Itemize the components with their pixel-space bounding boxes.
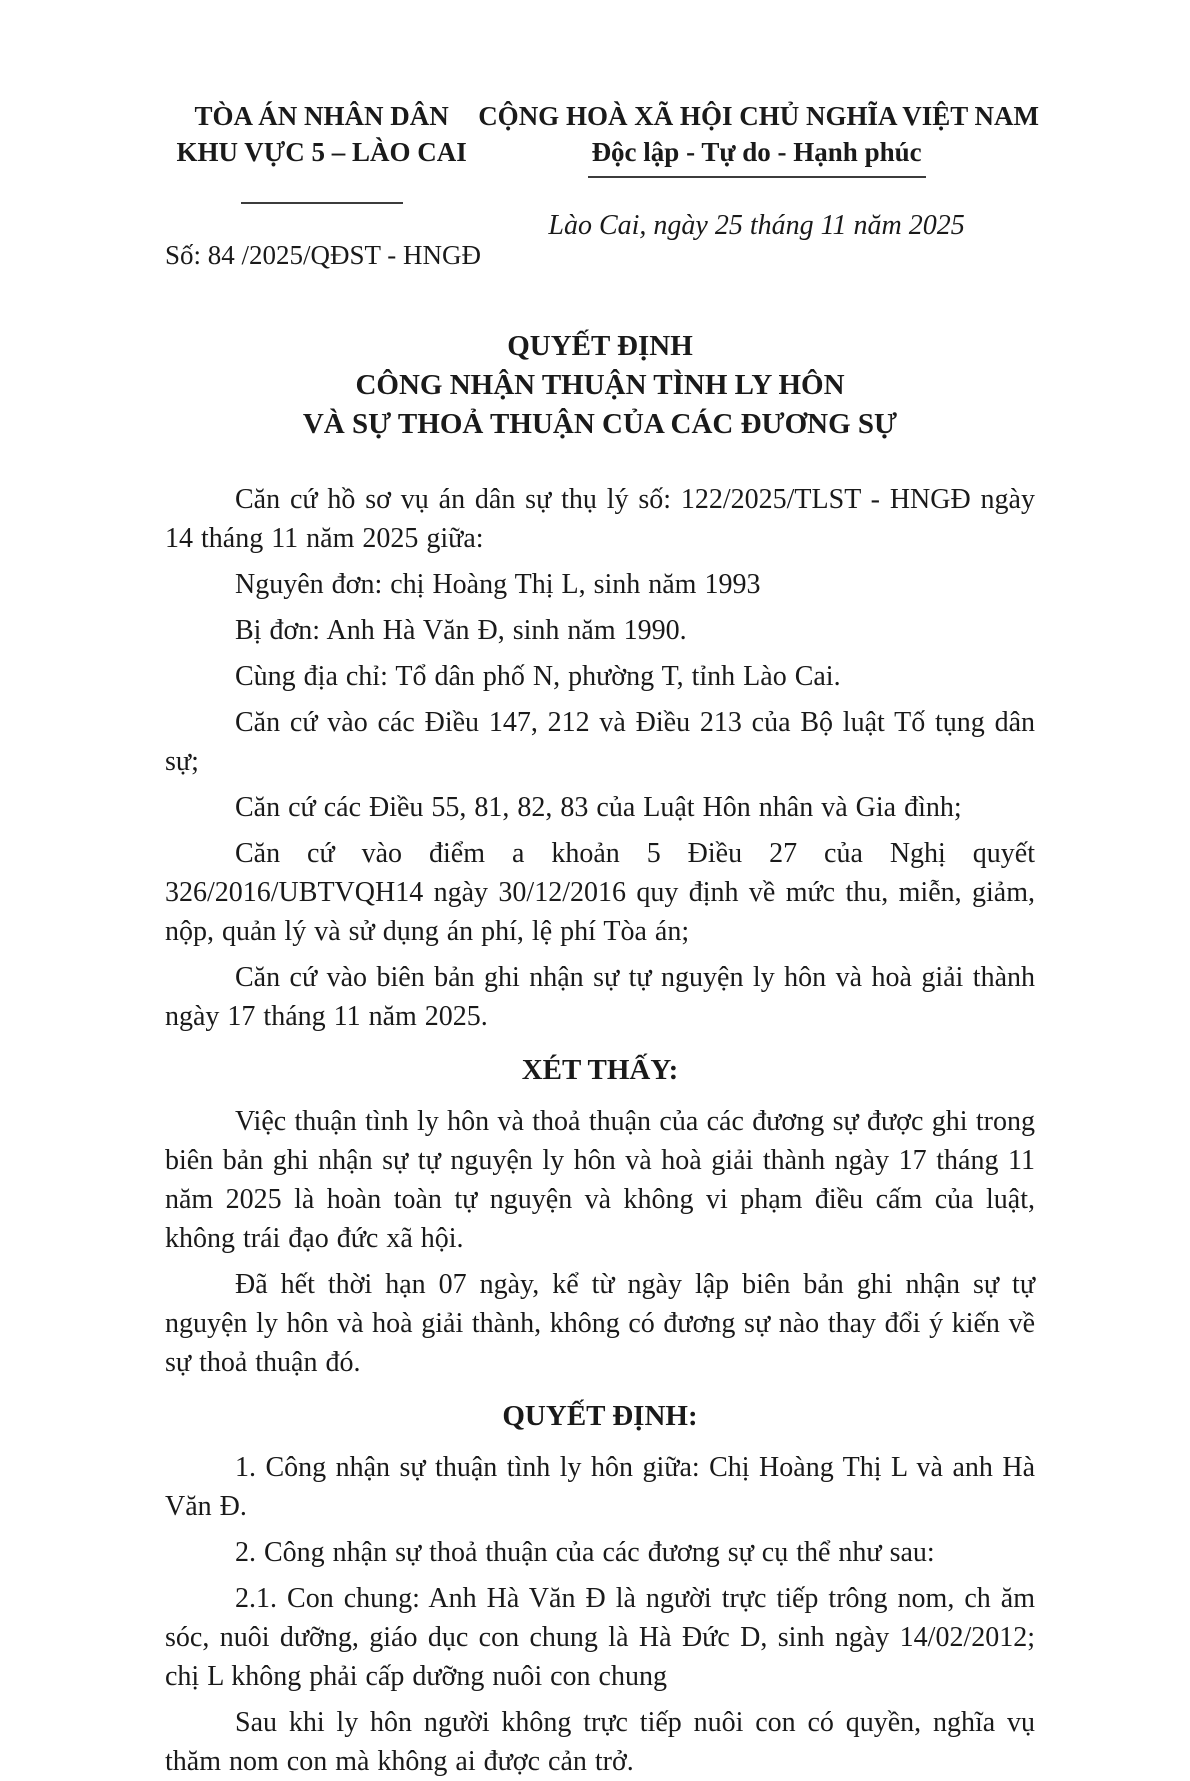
decision-item-2: 2. Công nhận sự thoả thuận của các đương sự cụ thể như sau: [235,1537,935,1568]
decision-heading: QUYẾT ĐỊNH: [502,1400,698,1432]
address-line: Cùng địa chỉ: Tổ dân phố N, phường T, tỉnh Lào Cai. [235,661,841,692]
document-number: Số: 84 /2025/QĐST - HNGĐ [165,240,482,270]
plaintiff-line: Nguyên đơn: chị Hoàng Thị L, sinh năm 1993 [235,569,761,600]
preamble-paragraph: Căn cứ hồ sơ vụ án dân sự thụ lý số: 122/2025/TLST - HNGĐ ngày 14 tháng 11 năm 2025 giữa: [165,484,1035,554]
document-body [165,480,1035,1781]
legal-basis-line3: Căn cứ vào điểm a khoản 5 Điều 27 của Nghị quyết 326/2016/UBTVQH14 ngày 30/12/2016 quy định về mức thu, miễn, giảm, nộp, quản lý và sử dụng án phí, lệ phí Tòa án; [165,838,1035,947]
legal-basis-line2: Căn cứ các Điều 55, 81, 82, 83 của Luật Hôn nhân và Gia đình; [235,792,962,823]
court-name-block [165,98,482,271]
title-line3: VÀ SỰ THOẢ THUẬN CỦA CÁC ĐƯƠNG SỰ [302,408,898,440]
decision-visitation-paragraph: Sau khi ly hôn người không trực tiếp nuôi con có quyền, nghĩa vụ thăm nom con mà không ai được cản trở. [165,1707,1035,1777]
document-header [165,98,1039,271]
national-motto: Độc lập - Tự do - Hạnh phúc [588,134,926,178]
place-and-date: Lào Cai, ngày 25 tháng 11 năm 2025 [548,210,965,241]
title-line2: CÔNG NHẬN THUẬN TÌNH LY HÔN [355,369,845,401]
court-name-line2: KHU VỰC 5 – LÀO CAI [176,137,467,167]
header-left-divider [241,202,403,204]
document-title [165,327,1035,444]
defendant-line: Bị đơn: Anh Hà Văn Đ, sinh năm 1990. [235,615,687,646]
national-motto-block [478,98,1039,242]
considering-paragraph-1: Việc thuận tình ly hôn và thoả thuận của các đương sự được ghi trong biên bản ghi nhận sự tự nguyện ly hôn và hoà giải thành ngày 17 tháng 11 năm 2025 là hoàn toàn tự nguyện và không vi phạm điều cấm của luật, không trái đạo đức xã hội. [165,1106,1035,1254]
considering-paragraph-2: Đã hết thời hạn 07 ngày, kể từ ngày lập biên bản ghi nhận sự tự nguyện ly hôn và hoà giải thành, không có đương sự nào thay đổi ý kiến về sự thoả thuận đó. [165,1269,1035,1378]
court-name-line1: TÒA ÁN NHÂN DÂN [194,101,449,131]
national-title: CỘNG HOÀ XÃ HỘI CHỦ NGHĨA VIỆT NAM [478,101,1039,131]
decision-item-2-1: 2.1. Con chung: Anh Hà Văn Đ là người trực tiếp trông nom, ch ăm sóc, nuôi dưỡng, giáo dục con chung là Hà Đức D, sinh ngày 14/02/2012; chị L không phải cấp dưỡng nuôi con chung [165,1583,1035,1692]
title-line1: QUYẾT ĐỊNH [507,330,693,362]
considering-heading: XÉT THẤY: [521,1054,679,1086]
legal-basis-line1: Căn cứ vào các Điều 147, 212 và Điều 213 của Bộ luật Tố tụng dân sự; [165,707,1035,777]
legal-basis-line4: Căn cứ vào biên bản ghi nhận sự tự nguyện ly hôn và hoà giải thành ngày 17 tháng 11 năm 2025. [165,962,1035,1032]
decision-item-1: 1. Công nhận sự thuận tình ly hôn giữa: Chị Hoàng Thị L và anh Hà Văn Đ. [165,1452,1035,1522]
